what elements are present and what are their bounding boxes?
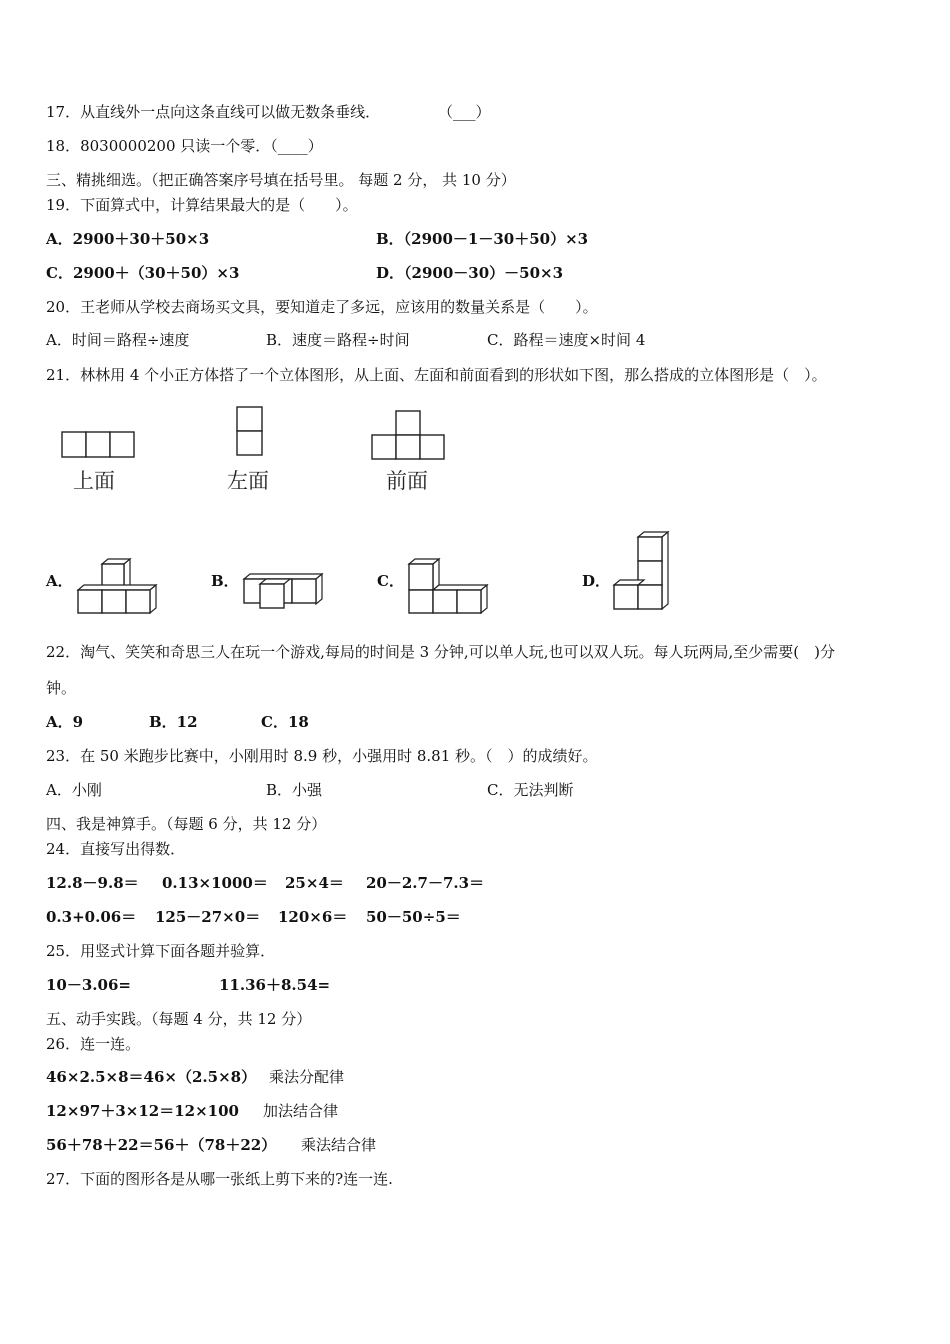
q21-option-d-label[interactable]: D． <box>582 572 611 590</box>
front-view-label: 前面 <box>386 469 428 493</box>
q24-item: 20－2.7－7.3＝ <box>366 874 485 892</box>
q22-option-b[interactable]: B．12 <box>149 713 198 731</box>
q22-option-a[interactable]: A．9 <box>46 713 84 731</box>
q24-item: 0.13×1000＝ <box>162 874 268 892</box>
q24-item: 25×4＝ <box>285 874 344 892</box>
q27-stem: 27．下面的图形各是从哪一张纸上剪下来的?连一连. <box>46 1170 393 1188</box>
q22-stem-line-1: 22．淘气、笑笑和奇思三人在玩一个游戏,每局的时间是 3 分钟,可以单人玩,也可以双人玩。每人玩两局,至少需要( )分 <box>46 643 835 661</box>
q23-option-a[interactable]: A．小刚 <box>46 781 102 799</box>
q22-option-c[interactable]: C．18 <box>261 713 309 731</box>
q24-item: 12.8－9.8＝ <box>46 874 139 892</box>
q21-stem: 21．林林用 4 个小正方体搭了一个立体图形，从上面、左面和前面看到的形状如下图，那么搭成的立体图形是（ ）。 <box>46 366 827 384</box>
q25-item: 10－3.06= <box>46 976 131 994</box>
q26-expression[interactable]: 12×97＋3×12＝12×100 <box>46 1102 239 1120</box>
q24-item: 125－27×0＝ <box>155 908 261 926</box>
q20-option-b[interactable]: B．速度＝路程÷时间 <box>266 331 410 349</box>
q19-option-c[interactable]: C．2900＋（30＋50）×3 <box>46 264 240 282</box>
left-view-label: 左面 <box>227 469 269 493</box>
front-view-figure <box>371 410 445 462</box>
q19-stem: 19．下面算式中，计算结果最大的是（ ）。 <box>46 196 358 214</box>
left-view-figure <box>236 406 264 458</box>
q26-expression[interactable]: 56＋78＋22＝56＋（78＋22） <box>46 1136 277 1154</box>
q21-option-c-label[interactable]: C． <box>377 572 404 590</box>
q26-law[interactable]: 乘法结合律 <box>301 1136 377 1154</box>
q26-stem: 26．连一连。 <box>46 1035 141 1053</box>
q21-option-c-figure[interactable] <box>407 558 491 616</box>
q24-item: 0.3+0.06＝ <box>46 908 137 926</box>
q18-text: 18．8030000200 只读一个零．（____） <box>46 137 323 155</box>
top-view-label: 上面 <box>73 469 115 493</box>
q23-option-c[interactable]: C．无法判断 <box>487 781 574 799</box>
q26-law[interactable]: 加法结合律 <box>263 1102 339 1120</box>
q25-stem: 25．用竖式计算下面各题并验算． <box>46 942 276 960</box>
q19-option-b[interactable]: B．（2900－1－30＋50）×3 <box>376 230 589 248</box>
section-3-heading: 三、精挑细选。（把正确答案序号填在括号里。 每题 2 分， 共 10 分） <box>46 171 516 189</box>
q21-option-b-figure[interactable] <box>241 572 325 610</box>
q19-option-d[interactable]: D．（2900－30）－50×3 <box>376 264 564 282</box>
q22-stem-line-2: 钟。 <box>46 679 77 697</box>
q25-item: 11.36＋8.54= <box>219 976 331 994</box>
q26-law[interactable]: 乘法分配律 <box>269 1068 345 1086</box>
q19-option-a[interactable]: A．2900＋30＋50×3 <box>46 230 210 248</box>
q24-stem: 24．直接写出得数． <box>46 840 186 858</box>
q26-expression[interactable]: 46×2.5×8＝46×（2.5×8） <box>46 1068 257 1086</box>
q21-option-b-label[interactable]: B． <box>211 572 239 590</box>
section-4-heading: 四、我是神算手。（每题 6 分，共 12 分） <box>46 815 327 833</box>
top-view-figure <box>61 431 135 459</box>
q21-option-a-figure[interactable] <box>76 558 160 616</box>
q20-stem: 20．王老师从学校去商场买文具，要知道走了多远，应该用的数量关系是（ ）。 <box>46 298 598 316</box>
q21-option-d-figure[interactable] <box>612 531 672 613</box>
q20-option-a[interactable]: A．时间＝路程÷速度 <box>46 331 190 349</box>
q17-answer-blank[interactable]: （___） <box>438 103 491 121</box>
q17-text: 17．从直线外一点向这条直线可以做无数条垂线． <box>46 103 381 121</box>
q24-item: 50－50÷5＝ <box>366 908 461 926</box>
q23-stem: 23．在 50 米跑步比赛中，小刚用时 8.9 秒，小强用时 8.81 秒。（ ）的成绩好。 <box>46 747 598 765</box>
q21-option-a-label[interactable]: A． <box>46 572 73 590</box>
section-5-heading: 五、动手实践。（每题 4 分，共 12 分） <box>46 1010 312 1028</box>
q24-item: 120×6＝ <box>278 908 348 926</box>
q23-option-b[interactable]: B．小强 <box>266 781 323 799</box>
q20-option-c[interactable]: C．路程＝速度×时间 4 <box>487 331 646 349</box>
